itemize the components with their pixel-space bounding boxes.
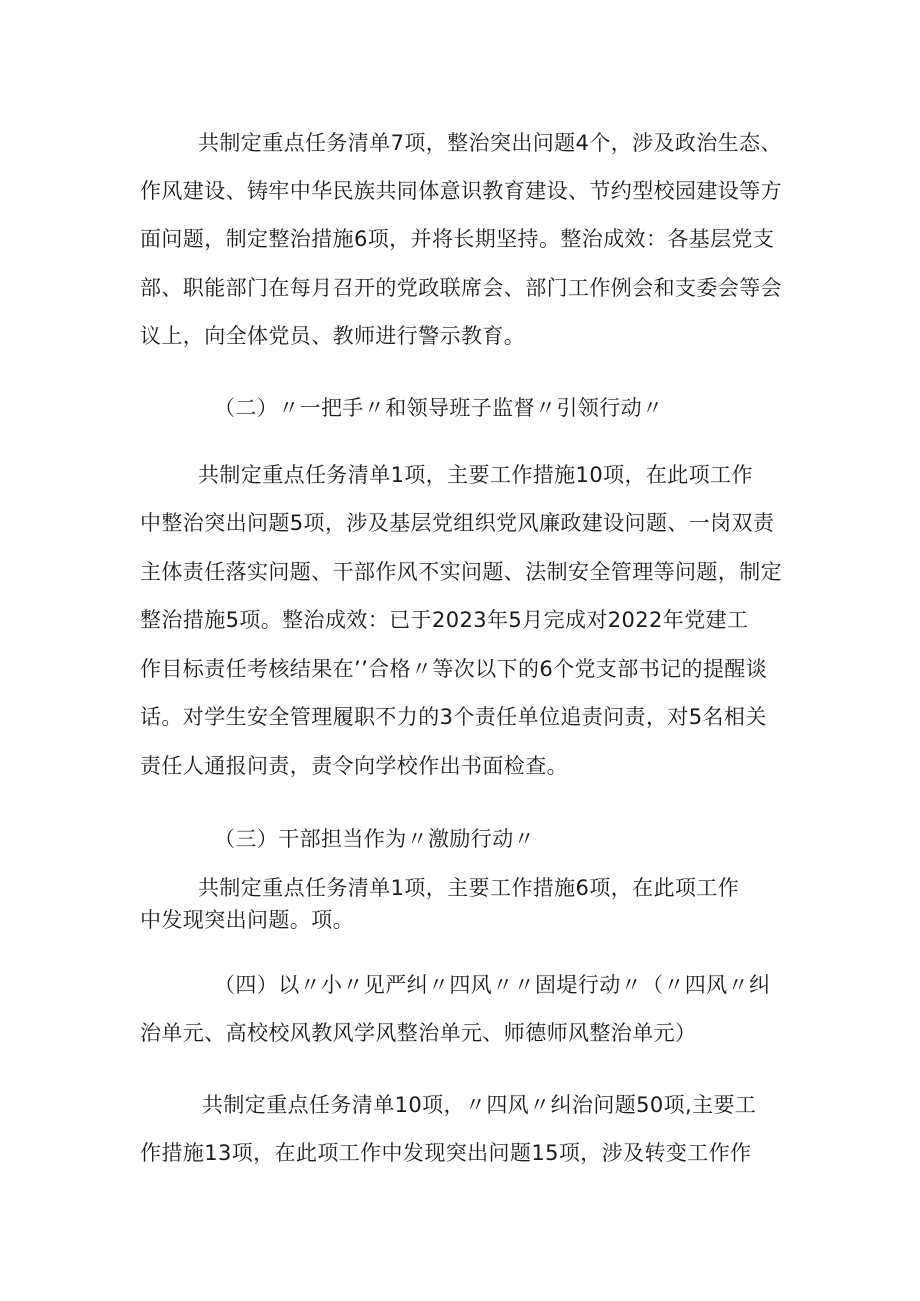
paragraph-2-line-4: 整治措施5项。整治成效：已于2023年5月完成对2022年党建工 — [140, 608, 749, 632]
paragraph-1-line-3: 面问题，制定整治措施6项，并将长期坚持。整治成效：各基层党支 — [140, 227, 775, 251]
section-heading-3: （三）干部担当作为〃激励行动〃 — [214, 827, 535, 851]
paragraph-1-line-4: 部、职能部门在每月召开的党政联席会、部门工作例会和支委会等会 — [140, 276, 782, 300]
paragraph-1-line-1: 共制定重点任务清单7项，整治突出问题4个，涉及政治生态、 — [198, 131, 782, 155]
paragraph-1-line-5: 议上，向全体党员、教师进行警示教育。 — [140, 324, 526, 348]
paragraph-1-line-2: 作风建设、铸牢中华民族共同体意识教育建设、节约型校园建设等方 — [140, 179, 782, 203]
paragraph-3-line-2: 中发现突出问题。项。 — [140, 908, 354, 932]
paragraph-2-line-1: 共制定重点任务清单1项，主要工作措施10项，在此项工作 — [198, 463, 753, 487]
paragraph-4-line-1: 共制定重点任务清单10项，〃四风〃纠治问题50项,主要工 — [202, 1093, 757, 1117]
paragraph-2-line-7: 责任人通报问责，责令向学校作出书面检查。 — [140, 754, 568, 778]
section-heading-2: （二）〃一把手〃和领导班子监督〃引领行动〃 — [214, 396, 664, 420]
section-heading-4-line-2: 治单元、高校校风教风学风整治单元、师德师风整治单元） — [140, 1021, 697, 1045]
paragraph-3-line-1: 共制定重点任务清单1项，主要工作措施6项，在此项工作 — [198, 876, 740, 900]
paragraph-2-line-6: 话。对学生安全管理履职不力的3个责任单位追责问责，对5名相关 — [140, 705, 767, 729]
paragraph-2-line-2: 中整治突出问题5项，涉及基层党组织党风廉政建设问题、一岗双责 — [140, 511, 775, 535]
paragraph-4-line-2: 作措施13项，在此项工作中发现突出问题15项，涉及转变工作作 — [140, 1141, 752, 1165]
paragraph-2-line-3: 主体责任落实问题、干部作风不实问题、法制安全管理等问题，制定 — [140, 560, 782, 584]
paragraph-2-line-5: 作目标责任考核结果在’’合格〃等次以下的6个党支部书记的提醒谈 — [140, 657, 768, 681]
section-heading-4-line-1: （四）以〃小〃见严纠〃四风〃〃固堤行动〃（〃四风〃纠 — [214, 973, 771, 997]
